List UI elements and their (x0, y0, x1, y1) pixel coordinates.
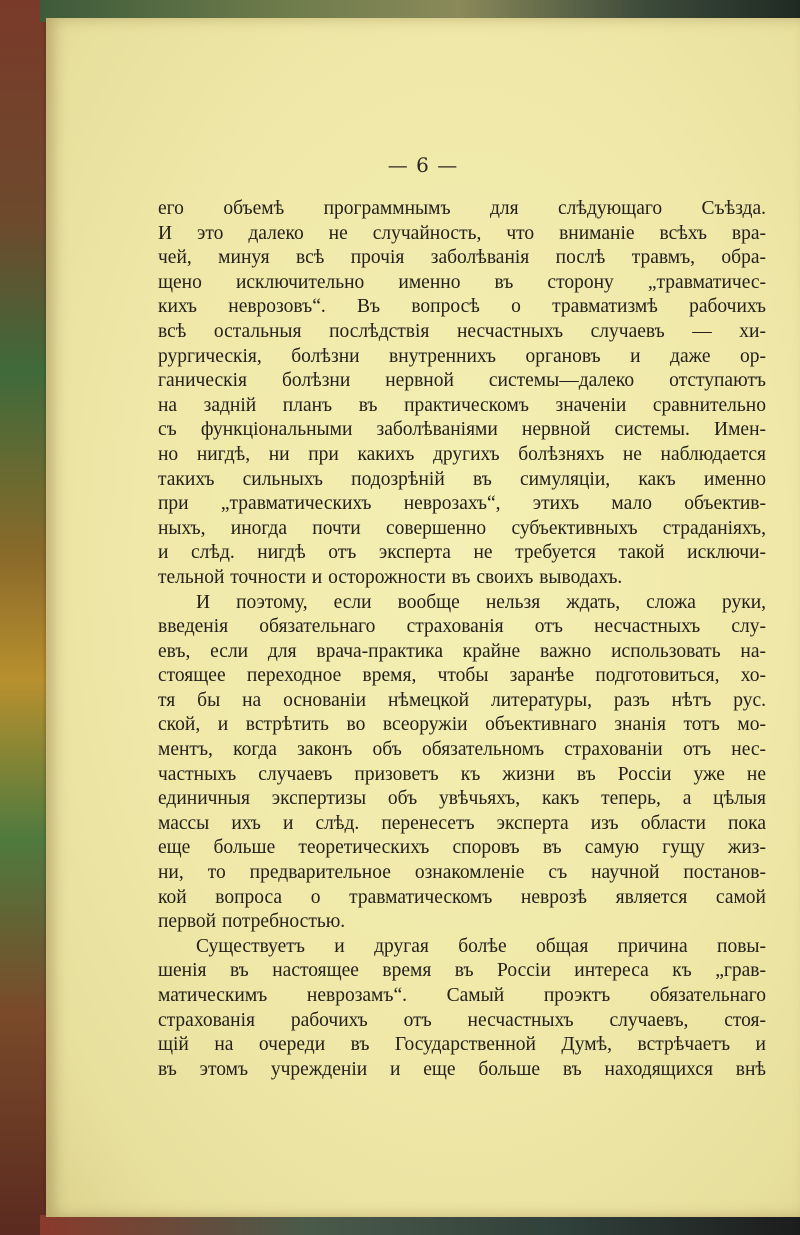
text-line: ни, то предварительное ознакомленіе съ научной постанов- (158, 862, 766, 884)
text-line: такихъ сильныхъ подозрѣній въ симуляціи, какъ именно (158, 468, 766, 490)
text-line: тя бы на основаніи нѣмецкой литературы, разъ нѣтъ рус. (158, 689, 766, 711)
text-line: введенія обязательнаго страхованія отъ несчастныхъ слу- (158, 616, 766, 638)
text-line: рургическія, болѣзни внутреннихъ органовъ и даже ор- (158, 345, 766, 367)
text-line: кой вопроса о травматическомъ неврозѣ является самой (158, 886, 766, 908)
bottom-binding-strip (40, 1215, 800, 1235)
text-line: матическимъ неврозамъ“. Самый проэктъ обязательнаго (158, 985, 766, 1006)
text-line: его объемѣ программнымъ для слѣдующаго Съѣзда. (158, 198, 766, 219)
body-text (158, 197, 766, 1082)
text-line: кихъ неврозовъ“. Въ вопросѣ о травматизмѣ рабочихъ (158, 296, 766, 318)
text-line: Существуетъ и другая болѣе общая причина повы- (196, 935, 766, 957)
text-line: стоящее переходное время, чтобы заранѣе подготовиться, хо- (158, 665, 766, 687)
text-line: единичныя экспертизы объ увѣчьяхъ, какъ теперь, а цѣлыя (158, 788, 766, 810)
text-line: ской, и встрѣтить во всеоружіи объективнаго знанія тотъ мо- (158, 714, 766, 736)
text-line: при „травматическихъ неврозахъ“, этихъ мало объектив- (158, 493, 766, 515)
text-line: всѣ остальныя послѣдствія несчастныхъ случаевъ — хи- (158, 320, 766, 342)
text-line: щено исключительно именно въ сторону „травматичес- (158, 271, 766, 293)
text-line: и слѣд. нигдѣ отъ эксперта не требуется такой исключи- (158, 542, 766, 564)
text-line: еще больше теоретическихъ споровъ въ самую гущу жиз- (158, 837, 766, 859)
text-line: ныхъ, иногда почти совершенно субъективныхъ страданіяхъ, (158, 517, 766, 539)
text-line: ментъ, когда законъ объ обязательномъ страхованіи отъ нес- (158, 739, 766, 761)
text-line: частныхъ случаевъ призоветъ къ жизни въ Россіи уже не (158, 763, 766, 785)
text-line: ганическія болѣзни нервной системы—далеко отступаютъ (158, 370, 766, 392)
text-line: шенія въ настоящее время въ Россіи интереса къ „грав- (158, 960, 766, 982)
text-line: съ функціональными заболѣваніями нервной системы. Имен- (158, 419, 766, 441)
text-line: И поэтому, если вообще нельзя ждать, сложа руки, (196, 591, 766, 613)
text-line: въ этомъ учрежденіи и еще больше въ находящихся внѣ (158, 1058, 766, 1080)
text-line: тельной точности и осторожности въ своихъ выводахъ. (158, 566, 623, 588)
text-line: страхованія рабочихъ отъ несчастныхъ случаевъ, стоя- (158, 1009, 766, 1031)
text-line: на задній планъ въ практическомъ значеніи сравнительно (158, 394, 766, 416)
text-line: но нигдѣ, ни при какихъ другихъ болѣзняхъ не наблюдается (158, 443, 766, 465)
page-number: — 6 — (387, 153, 459, 177)
text-line: чей, минуя всѣ прочія заболѣванія послѣ травмъ, обра- (158, 247, 766, 269)
text-line: массы ихъ и слѣд. перенесетъ эксперта изъ области пока (158, 812, 766, 834)
text-line: евъ, если для врача-практика крайне важно использовать на- (158, 640, 766, 662)
text-line: щій на очереди въ Государственной Думѣ, встрѣчаетъ и (158, 1034, 766, 1056)
text-line: первой потребностью. (158, 911, 346, 933)
text-line: И это далеко не случайность, что вниманіе всѣхъ вра- (158, 222, 766, 244)
